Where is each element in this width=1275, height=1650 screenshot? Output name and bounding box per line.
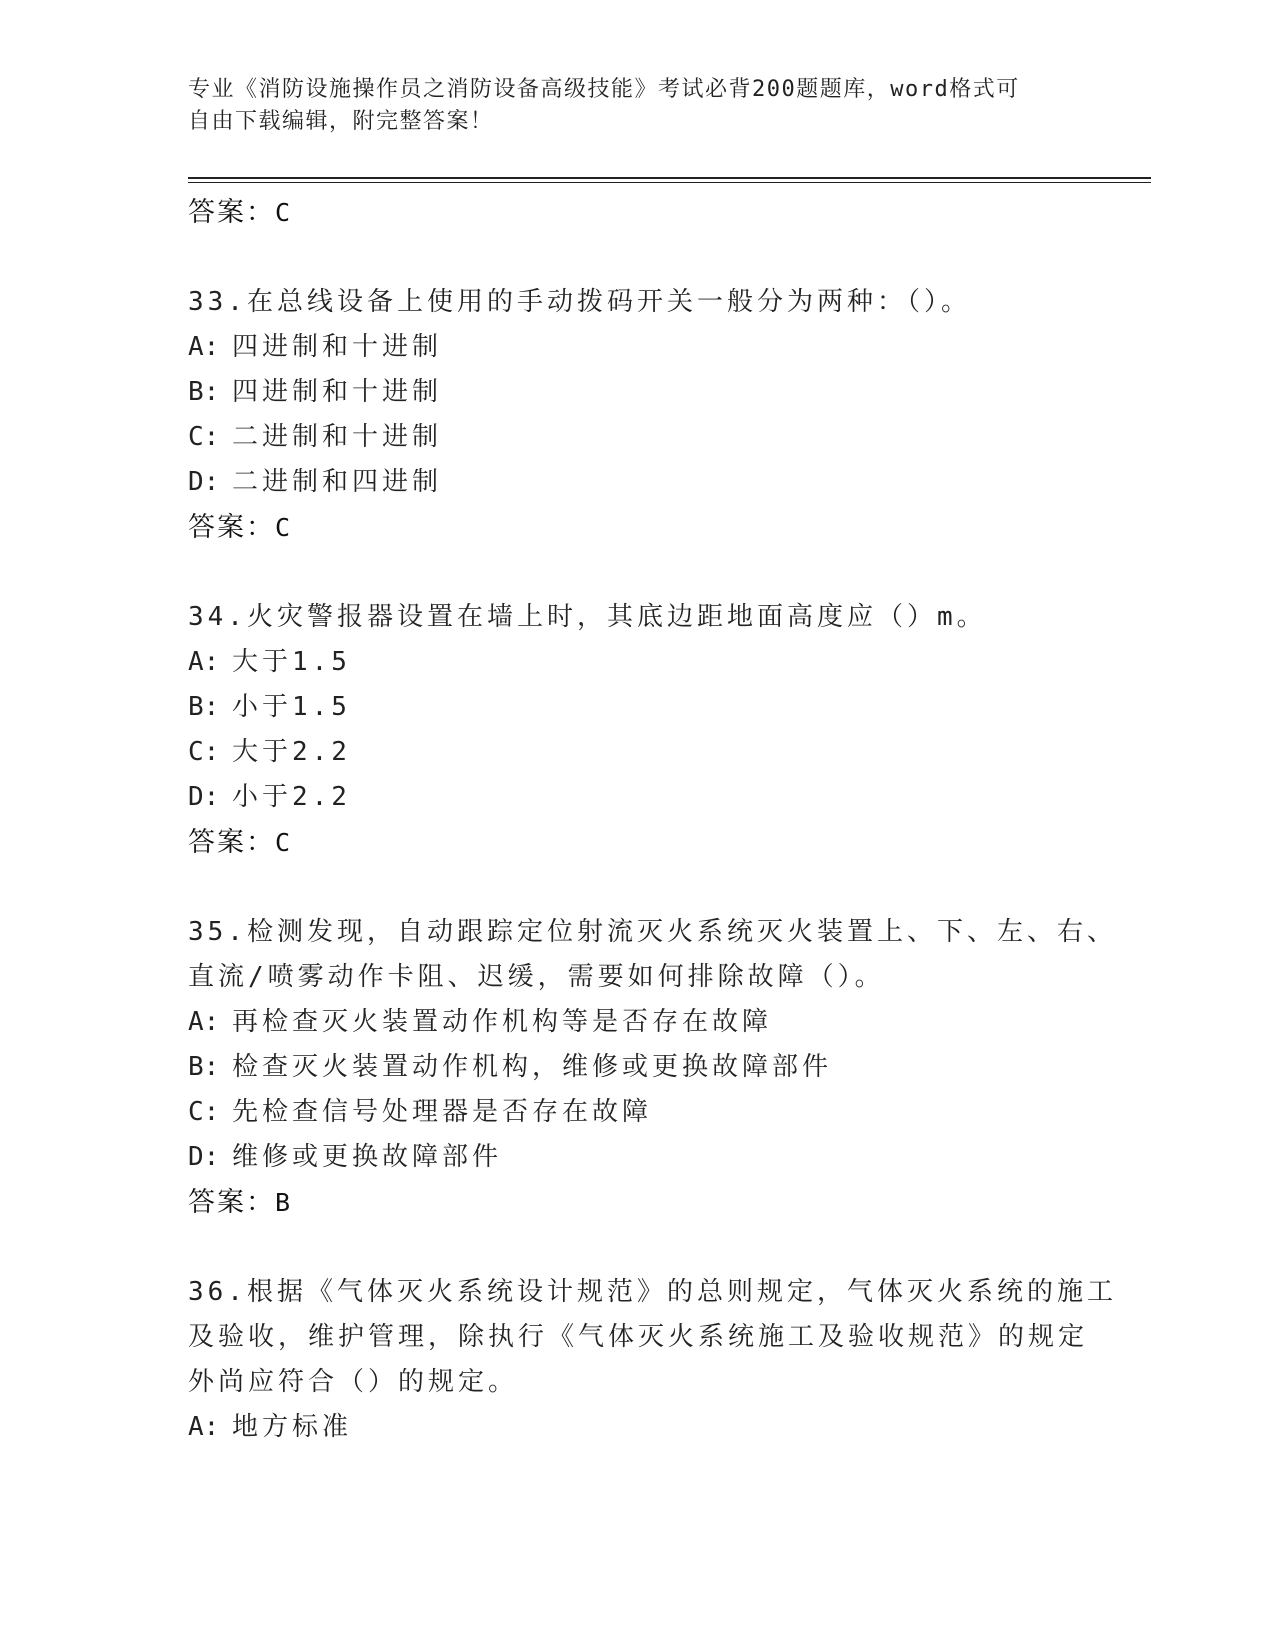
option-text: 小于2.2	[232, 782, 351, 812]
option-letter: A:	[188, 332, 220, 362]
option-letter: B:	[188, 377, 220, 407]
option-a	[188, 640, 1148, 685]
question-stem	[188, 1270, 1148, 1405]
question-stem	[188, 595, 1148, 640]
answer-label: 答案：	[188, 1187, 275, 1218]
question-text: 33.在总线设备上使用的手动拨码开关一般分为两种：（）。	[188, 287, 971, 317]
option-d	[188, 460, 1148, 505]
answer-value: B	[275, 1188, 291, 1217]
spacer	[188, 1225, 1148, 1270]
question-block	[188, 910, 1148, 1225]
option-text: 大于1.5	[232, 647, 351, 677]
option-text: 维修或更换故障部件	[232, 1142, 503, 1172]
option-c	[188, 730, 1148, 775]
option-letter: B:	[188, 692, 220, 722]
option-letter: C:	[188, 422, 220, 452]
header-divider	[188, 177, 1151, 179]
option-letter: A:	[188, 1007, 220, 1037]
answer-line	[188, 820, 1148, 865]
option-text: 二进制和十进制	[232, 422, 443, 452]
option-d	[188, 775, 1148, 820]
option-text: 四进制和十进制	[232, 377, 443, 407]
option-text: 地方标准	[232, 1412, 353, 1442]
header-line: 专业《消防设施操作员之消防设备高级技能》考试必背200题题库，word格式可	[188, 77, 1020, 102]
answer-label: 答案：	[188, 197, 275, 228]
option-b	[188, 685, 1148, 730]
header-divider	[188, 182, 1151, 183]
answer-line	[188, 505, 1148, 550]
option-letter: B:	[188, 1052, 220, 1082]
answer-label: 答案：	[188, 827, 275, 858]
option-letter: D:	[188, 1142, 220, 1172]
option-letter: A:	[188, 647, 220, 677]
question-text: 35.检测发现，自动跟踪定位射流灭火系统灭火装置上、下、左、右、	[188, 917, 1117, 947]
question-text: 直流/喷雾动作卡阻、迟缓，需要如何排除故障（）。	[188, 962, 885, 992]
option-b	[188, 1045, 1148, 1090]
answer-label: 答案：	[188, 512, 275, 543]
question-block	[188, 1270, 1148, 1450]
option-text: 四进制和十进制	[232, 332, 443, 362]
document-header	[188, 74, 1088, 138]
option-a	[188, 1405, 1148, 1450]
question-stem	[188, 910, 1148, 1000]
option-text: 大于2.2	[232, 737, 351, 767]
question-block	[188, 280, 1148, 550]
answer-value: C	[275, 198, 291, 227]
option-text: 再检查灭火装置动作机构等是否存在故障	[232, 1007, 773, 1037]
option-text: 二进制和四进制	[232, 467, 443, 497]
option-d	[188, 1135, 1148, 1180]
option-c	[188, 1090, 1148, 1135]
option-a	[188, 325, 1148, 370]
spacer	[188, 235, 1148, 280]
question-text: 36.根据《气体灭火系统设计规范》的总则规定，气体灭火系统的施工	[188, 1277, 1117, 1307]
option-text: 小于1.5	[232, 692, 351, 722]
option-b	[188, 370, 1148, 415]
option-letter: C:	[188, 737, 220, 767]
answer-line	[188, 190, 1148, 235]
option-text: 检查灭火装置动作机构，维修或更换故障部件	[232, 1052, 833, 1082]
spacer	[188, 550, 1148, 595]
question-text: 34.火灾警报器设置在墙上时，其底边距地面高度应（）m。	[188, 602, 987, 632]
option-a	[188, 1000, 1148, 1045]
answer-value: C	[275, 513, 291, 542]
question-list	[188, 190, 1148, 1450]
question-block	[188, 595, 1148, 865]
header-line: 自由下载编辑，附完整答案！	[188, 109, 494, 134]
question-text: 及验收，维护管理，除执行《气体灭火系统施工及验收规范》的规定	[188, 1322, 1089, 1352]
answer-line	[188, 1180, 1148, 1225]
spacer	[188, 865, 1148, 910]
option-letter: A:	[188, 1412, 220, 1442]
answer-value: C	[275, 828, 291, 857]
option-letter: D:	[188, 467, 220, 497]
question-stem	[188, 280, 1148, 325]
option-c	[188, 415, 1148, 460]
question-text: 外尚应符合（）的规定。	[188, 1367, 519, 1397]
option-letter: D:	[188, 782, 220, 812]
option-letter: C:	[188, 1097, 220, 1127]
option-text: 先检查信号处理器是否存在故障	[232, 1097, 653, 1127]
